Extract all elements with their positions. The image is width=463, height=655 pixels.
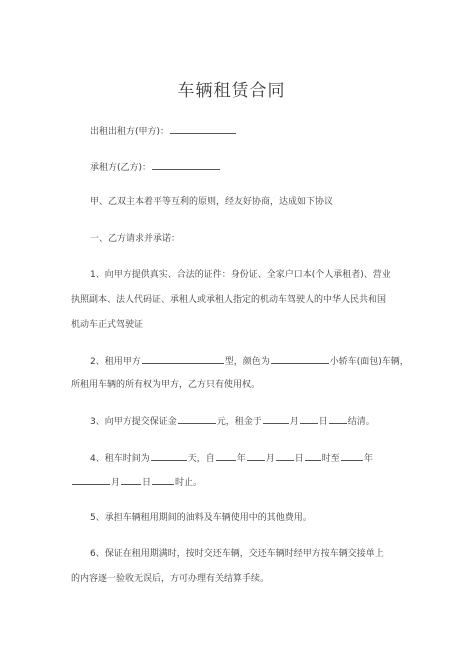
section1-heading: 一、乙方请求并承诺： — [90, 234, 181, 244]
lessor-line — [90, 124, 237, 138]
clause4-text-2: 天，自 — [187, 454, 215, 464]
clause6-line1: 6、保证在租用期满时，按时交还车辆，交还车辆时经甲方按车辆交接单上 — [90, 549, 384, 559]
clause5: 5、承担车辆租用期间的油料及车辆使用中的其他费用。 — [90, 513, 312, 523]
clause4-text-9: 日 — [142, 478, 152, 488]
clause4-text-8: 月 — [111, 478, 121, 488]
lessee-blank — [152, 160, 220, 170]
clause4-text-3: 年 — [236, 454, 246, 464]
lessee-line — [90, 160, 221, 174]
clause4-end-day-blank — [121, 475, 141, 485]
clause3-text-1: 3、向甲方提交保证金 — [90, 417, 177, 427]
clause3-text-3: 月 — [289, 417, 299, 427]
clause2-text-3: 小轿车(面包)车辆， — [329, 357, 409, 367]
clause3-month-blank — [263, 414, 289, 424]
clause2-text-1: 2、租用甲方 — [90, 357, 141, 367]
clause4-end-year-blank — [341, 451, 363, 461]
clause6-line2: 的内容逐一验收无误后，方可办理有关结算手续。 — [71, 574, 270, 584]
lessor-label: 出租出租方(甲方)： — [90, 127, 170, 137]
clause4-text-10: 时止。 — [175, 478, 203, 488]
clause4-start-hour-blank — [305, 451, 321, 461]
clause2-line1 — [90, 354, 409, 368]
clause4-text-5: 日 — [294, 454, 304, 464]
clause2-line2: 所租用车辆的所有权为甲方，乙方只有使用权。 — [71, 380, 261, 390]
clause1-line3: 机动车正式驾驶证 — [71, 320, 144, 330]
clause3-day-blank — [300, 414, 318, 424]
clause4-line1 — [90, 451, 373, 465]
clause3-time-blank — [329, 414, 347, 424]
clause3-text-2: 元，租金于 — [216, 417, 262, 427]
clause4-line2 — [71, 475, 202, 489]
clause4-text-4: 月 — [265, 454, 275, 464]
clause3-deposit-blank — [178, 414, 216, 424]
clause4-text-1: 4、租车时间为 — [90, 454, 150, 464]
clause4-text-6: 时至 — [321, 454, 340, 464]
clause4-text-7: 年 — [363, 454, 373, 464]
document-title: 车辆租赁合同 — [177, 81, 286, 101]
clause4-start-year-blank — [216, 451, 236, 461]
clause3-text-5: 结清。 — [347, 417, 375, 427]
clause1-line1: 1、向甲方提供真实、合法的证件：身份证、全家户口本(个人承租者)、营业 — [90, 270, 391, 280]
preamble: 甲、乙双主本着平等互利的原则，经友好协商，达成如下协议 — [90, 197, 334, 207]
clause2-color-blank — [271, 354, 329, 364]
clause4-start-month-blank — [247, 451, 265, 461]
clause2-model-blank — [142, 354, 224, 364]
lessee-label: 承租方(乙方)： — [90, 163, 152, 173]
clause4-start-day-blank — [276, 451, 294, 461]
clause4-days-blank — [151, 451, 187, 461]
clause2-text-2: 型，颜色为 — [224, 357, 270, 367]
clause3-text-4: 日 — [318, 417, 328, 427]
lessor-blank — [170, 124, 236, 134]
clause1-line2: 执照副本、法人代码证、承租人或承租人指定的机动车驾驶人的中华人民共和国 — [71, 295, 387, 305]
clause4-end-hour-blank — [152, 475, 174, 485]
clause4-end-month-lead-blank — [72, 475, 110, 485]
clause3-line — [90, 414, 375, 428]
